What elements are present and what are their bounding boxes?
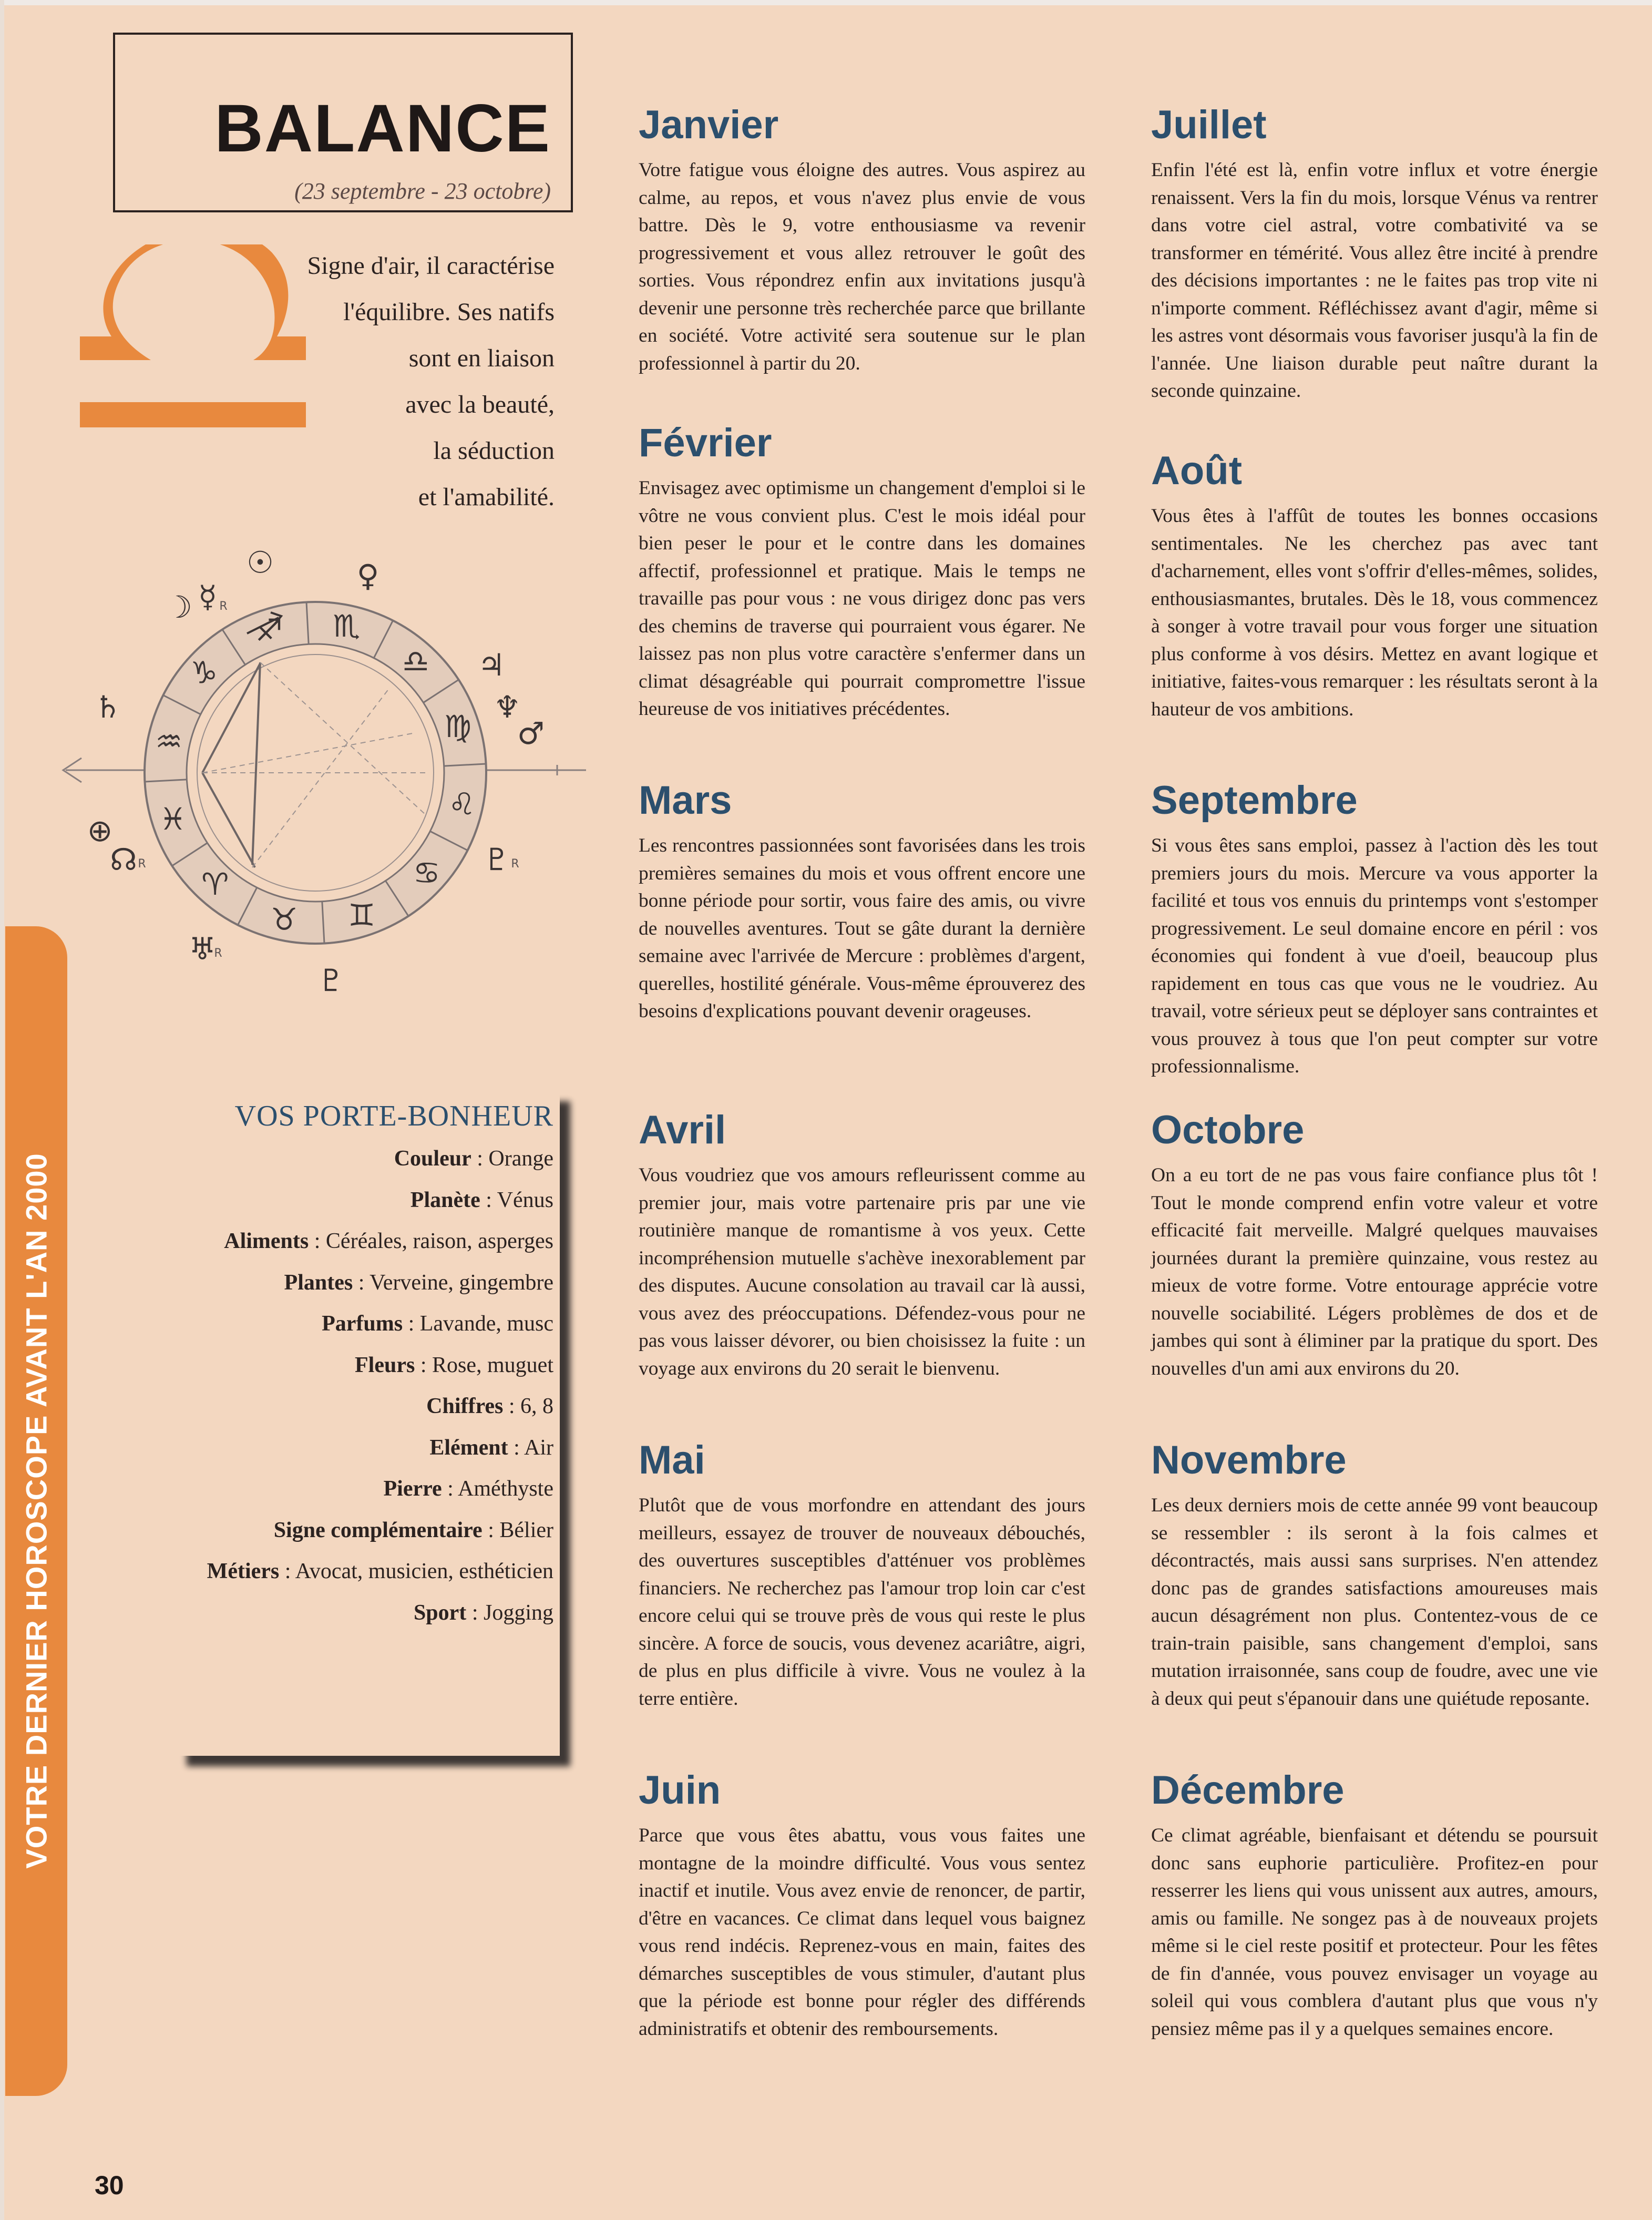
porte-bonheur-label: Signe complémentaire [273, 1518, 483, 1542]
porte-bonheur-separator: : [503, 1394, 520, 1418]
sign-description [273, 243, 555, 520]
month-text: Votre fatigue vous éloigne des autres. Vous aspirez au calme, au repos, et vous n'avez plus envie de vous battre. Dès le 9, votre enthousiasme va revenir progressivement et vous allez retrouver le goût des sorties. Vous répondrez enfin aux invitations jusqu'à devenir une personne très recherchée parce que brillante en société. Votre activité sera soutenue sur le plan professionnel à partir du 20. [639, 159, 1085, 374]
month-text: Envisagez avec optimisme un changement d'emploi si le vôtre ne vous convient plus. C'est le mois idéal pour bien peser le pour et le contre dans les domaines affectif, professionnel et pratique. Mais le temps ne travaille pas pour vous : ne vous dirigez donc pas vers des chemins de traverse qui pourraient vous égarer. Ne laissez pas non plus votre caractère s'enfermer dans un climat désagréable qui pourrait compromettre l'issue heureuse de vos initiatives précédentes. [639, 477, 1085, 720]
month-juillet [1151, 105, 1598, 405]
month-juin [639, 1768, 1085, 2043]
month-title: Septembre [1151, 778, 1358, 823]
month-novembre [1151, 1440, 1598, 1713]
side-tab [5, 926, 67, 2096]
mars-icon: ♂ [517, 715, 545, 751]
porte-bonheur-title: VOS PORTE-BONHEUR [234, 1100, 553, 1132]
porte-bonheur-value: Air [524, 1435, 553, 1460]
month-title: Octobre [1151, 1108, 1305, 1152]
page-top-edge [0, 0, 1652, 5]
month-avril [639, 1110, 1085, 1383]
sign-dates: (23 septembre - 23 octobre) [294, 178, 551, 204]
zodiac-sign-icon: ♏ [333, 608, 361, 644]
sign-title: BALANCE [214, 91, 551, 166]
month-title: Avril [639, 1108, 726, 1152]
zodiac-sign-icon: ♐ [255, 612, 283, 648]
porte-bonheur-item [224, 1229, 553, 1254]
porte-bonheur-label: Chiffres [426, 1394, 504, 1418]
porte-bonheur-separator: : [415, 1353, 433, 1377]
zodiac-sign-icon: ♉ [270, 901, 298, 937]
zodiac-sign-icon: ♈ [201, 866, 229, 902]
month-title: Juin [639, 1768, 721, 1813]
porte-bonheur-item [429, 1435, 553, 1460]
month-title: Août [1151, 448, 1243, 493]
porte-bonheur-separator: : [482, 1518, 500, 1542]
zodiac-sign-icon: ♋ [413, 855, 440, 891]
porte-bonheur-item [355, 1353, 553, 1378]
month-title: Février [639, 421, 772, 465]
description-line: Signe d'air, il caractérise [307, 252, 555, 280]
pluto-icon: ♇ [483, 842, 510, 877]
zodiac-sign-icon: ♓ [159, 801, 187, 837]
porte-bonheur-item [414, 1600, 553, 1625]
saturn-icon: ♄ [94, 689, 121, 725]
month-text: On a eu tort de ne pas vous faire confiance plus tôt ! Tout le monde comprend enfin votre valeur et votre efficacité fait merveille. Malgré quelques mauvaises journées durant la première quinzaine, vous restez au mieux de votre forme. Votre entourage apprécie votre nouvelle sociabilité. Légers problèmes de dos et de jambes qui sont à éliminer par la pratique du sport. Des nouvelles d'un ami aux environs du 20. [1151, 1164, 1598, 1379]
zodiac-sign-icon: ♑ [190, 654, 218, 691]
zodiac-sign-icon: ♎ [402, 643, 429, 680]
sign-title-box [113, 33, 573, 212]
retrograde-mark: R [214, 947, 222, 960]
sun-icon: ☉ [247, 545, 274, 580]
month-text: Vous êtes à l'affût de toutes les bonnes occasions sentimentales. Ne les cherchez pas avec tant d'acharnement, elles vont s'offrir d'elles-mêmes, solides, enthousiasmantes, brutales. Dès le 18, vous commencez à songer à votre travail pour vous forger une situation plus conforme à vos désirs. Mettez en avant logique et initiative, faites-vous remarquer : les résultats seront à la hauteur de vos ambitions. [1151, 505, 1598, 720]
porte-bonheur-item [384, 1476, 553, 1501]
month-text: Vous voudriez que vos amours refleurissent comme au premier jour, mais votre partenaire pris par une vie routinière manque de romantisme à vos yeux. Cette incompréhension mutuelle s'achève inexorablement par des disputes. Aucune consolation au travail car là aussi, vous avez des préoccupations. Défendez-vous pour ne pas vous laisser dévorer, ou bien choisissez la fuite : un voyage aux environs du 20 serait le bienvenu. [639, 1164, 1085, 1379]
porte-bonheur-label: Planète [410, 1188, 480, 1212]
earth-icon: ⊕ [87, 813, 113, 848]
month-mars [639, 778, 1085, 1026]
month-aout [1151, 448, 1598, 723]
porte-bonheur-label: Elément [429, 1435, 508, 1460]
month-janvier [639, 105, 1085, 377]
month-decembre [1151, 1768, 1598, 2043]
porte-bonheur-item [284, 1270, 553, 1295]
uranus-icon: ♅ [189, 931, 216, 967]
porte-bonheur-separator: : [309, 1229, 326, 1253]
porte-bonheur-separator: : [403, 1312, 420, 1336]
pluto-icon: ♇ [317, 963, 345, 998]
porte-bonheur-separator: : [471, 1147, 489, 1171]
porte-bonheur-value: Lavande, musc [419, 1312, 553, 1336]
porte-bonheur-panel [176, 1091, 560, 1756]
porte-bonheur-separator: : [442, 1477, 458, 1501]
description-line: la séduction [433, 437, 555, 465]
porte-bonheur-value: Améthyste [458, 1477, 553, 1501]
month-fevrier [639, 423, 1085, 723]
porte-bonheur-item [322, 1311, 553, 1336]
porte-bonheur-item [426, 1394, 553, 1419]
month-text: Enfin l'été est là, enfin votre influx et votre énergie renaissent. Vers la fin du mois, lorsque Vénus va rentrer dans votre ciel astral, votre combativité va se transformer en témérité. Vous allez être incité à prendre des décisions importantes : ne le faites pas trop vite ni n'importe comment. Réfléchissez avant d'agir, même si les astres vont désormais vous favoriser jusqu'à la fin de l'année. Une liaison durable peut naître durant la seconde quinzaine. [1151, 159, 1598, 402]
porte-bonheur-value: Céréales, raison, asperges [325, 1229, 553, 1253]
retrograde-mark: R [511, 857, 519, 871]
mercury-icon: ☿ [198, 579, 217, 615]
porte-bonheur-separator: : [466, 1600, 484, 1625]
month-title: Mars [639, 778, 732, 823]
porte-bonheur-separator: : [353, 1270, 370, 1295]
porte-bonheur-item [411, 1188, 553, 1213]
neptune-icon: ♆ [494, 689, 521, 725]
natal-chart-wheel [21, 499, 615, 1041]
node-icon: ☊ [110, 842, 137, 877]
porte-bonheur-label: Aliments [224, 1229, 309, 1253]
zodiac-sign-icon: ♊ [348, 897, 376, 934]
side-tab-label: VOTRE DERNIER HOROSCOPE AVANT L'AN 2000 [19, 1153, 53, 1869]
porte-bonheur-item [207, 1559, 553, 1584]
porte-bonheur-value: 6, 8 [520, 1394, 553, 1418]
page-left-edge [0, 0, 4, 2220]
zodiac-sign-icon: ♍ [444, 708, 472, 744]
description-line: sont en liaison [408, 344, 555, 372]
description-line: avec la beauté, [405, 391, 555, 418]
zodiac-sign-icon: ♌ [448, 786, 476, 822]
month-mai [639, 1440, 1085, 1713]
month-title: Novembre [1151, 1438, 1347, 1482]
porte-bonheur-value: Avocat, musicien, esthéticien [295, 1559, 553, 1583]
porte-bonheur-value: Vénus [497, 1188, 553, 1212]
libra-symbol-icon [80, 244, 306, 444]
month-text: Ce climat agréable, bienfaisant et détendu se poursuit donc sans euphorie particulière. Profitez-en pour resserrer les liens qui vous unissent aux autres, amours, amis ou famille. Ne songez pas à de nouveaux projets même si le ciel reste positif et protecteur. Pour les fêtes de fin d'année, vous pouvez envisager un voyage au soleil qui vous comblera d'autant plus que vous n'y pensiez même pas il y a quelques semaines encore. [1151, 1825, 1598, 2040]
venus-icon: ♀ [356, 558, 379, 594]
porte-bonheur-value: Orange [488, 1147, 553, 1171]
porte-bonheur-separator: : [480, 1188, 497, 1212]
month-text: Parce que vous êtes abattu, vous vous faites une montagne de la moindre difficulté. Vous vous sentez inactif et inutile. Vous avez envie de renoncer, de partir, d'être en vacances. Ce climat dans lequel vous baignez vous rend indécis. Reprenez-vous en main, faites des démarches susceptibles de vous stimuler, d'autant plus que la période est bonne pour régler des différends administratifs et obtenir des remboursements. [639, 1825, 1085, 2040]
month-title: Janvier [639, 103, 779, 147]
jupiter-icon: ♃ [478, 647, 505, 683]
porte-bonheur-label: Pierre [383, 1477, 442, 1501]
porte-bonheur-label: Parfums [322, 1312, 403, 1336]
month-octobre [1151, 1110, 1598, 1383]
porte-bonheur-item [274, 1518, 553, 1543]
description-line: et l'amabilité. [418, 483, 555, 511]
porte-bonheur-value: Rose, muguet [432, 1353, 553, 1377]
description-line: l'équilibre. Ses natifs [343, 298, 555, 326]
retrograde-mark: R [138, 857, 146, 871]
month-title: Juillet [1151, 103, 1267, 147]
month-text: Les deux derniers mois de cette année 99 vont beaucoup se ressembler : ils seront à la fois calmes et décontractés, mais aussi sans surprises. N'en attendez donc pas de grandes satisfactions amoureuses mais aucun désagrément non plus. Contentez-vous de ce train-train paisible, sans changement d'emploi, sans mutation irraisonnée, sans coup de foudre, avec une vie à deux qui peut s'épanouir dans une quiétude reposante. [1151, 1495, 1598, 1710]
moon-icon: ☽ [165, 589, 192, 625]
zodiac-sign-icon: ♒ [155, 723, 183, 760]
porte-bonheur-label: Sport [413, 1600, 467, 1625]
porte-bonheur-value: Jogging [483, 1600, 553, 1625]
retrograde-mark: R [219, 600, 228, 613]
porte-bonheur-label: Couleur [394, 1147, 471, 1171]
porte-bonheur-label: Plantes [284, 1270, 353, 1295]
porte-bonheur-item [394, 1146, 553, 1171]
page-number: 30 [95, 2171, 124, 2200]
porte-bonheur-separator: : [279, 1559, 295, 1583]
month-title: Décembre [1151, 1768, 1345, 1813]
porte-bonheur-label: Métiers [207, 1559, 280, 1583]
month-text: Plutôt que de vous morfondre en attendant des jours meilleurs, essayez de trouver de nouveaux débouchés, des ouvertures susceptibles d'atténuer vos problèmes financiers. Ne recherchez pas l'amour trop loin car c'est encore celui qui se trouve près de vous qui reste le plus sincère. A force de soucis, vous devenez acariâtre, aigri, de plus en plus difficile à vivre. Vous ne voulez à la terre entière. [639, 1495, 1085, 1710]
porte-bonheur-value: Verveine, gingembre [370, 1270, 553, 1295]
month-text: Si vous êtes sans emploi, passez à l'action dès les tout premiers jours du mois. Mercure va vous apporter la facilité et tous vos ennuis du printemps vont s'estomper progressivement. Le seul domaine encore en péril : vos économies qui fondent à vue d'oeil, beaucoup plus rapidement en tous cas que vous ne le voudriez. Au travail, votre sérieux peut se déployer sans contraintes et vous prouvez à tous que l'on peut compter sur votre professionnalisme. [1151, 835, 1598, 1077]
porte-bonheur-label: Fleurs [355, 1353, 415, 1377]
month-text: Les rencontres passionnées sont favorisées dans les trois premières semaines du mois et vous offrent encore une bonne période pour sortir, vous faire des amis, ou vivre de nouvelles aventures. Tout se gâte durant la dernière semaine avec l'arrivée de Mercure : problèmes d'argent, querelles, hostilité générale. Vous-même éprouverez des besoins d'explications pouvant devenir orageuses. [639, 835, 1085, 1022]
porte-bonheur-separator: : [508, 1435, 524, 1460]
month-title: Mai [639, 1438, 705, 1482]
month-septembre [1151, 778, 1598, 1081]
porte-bonheur-value: Bélier [499, 1518, 553, 1542]
